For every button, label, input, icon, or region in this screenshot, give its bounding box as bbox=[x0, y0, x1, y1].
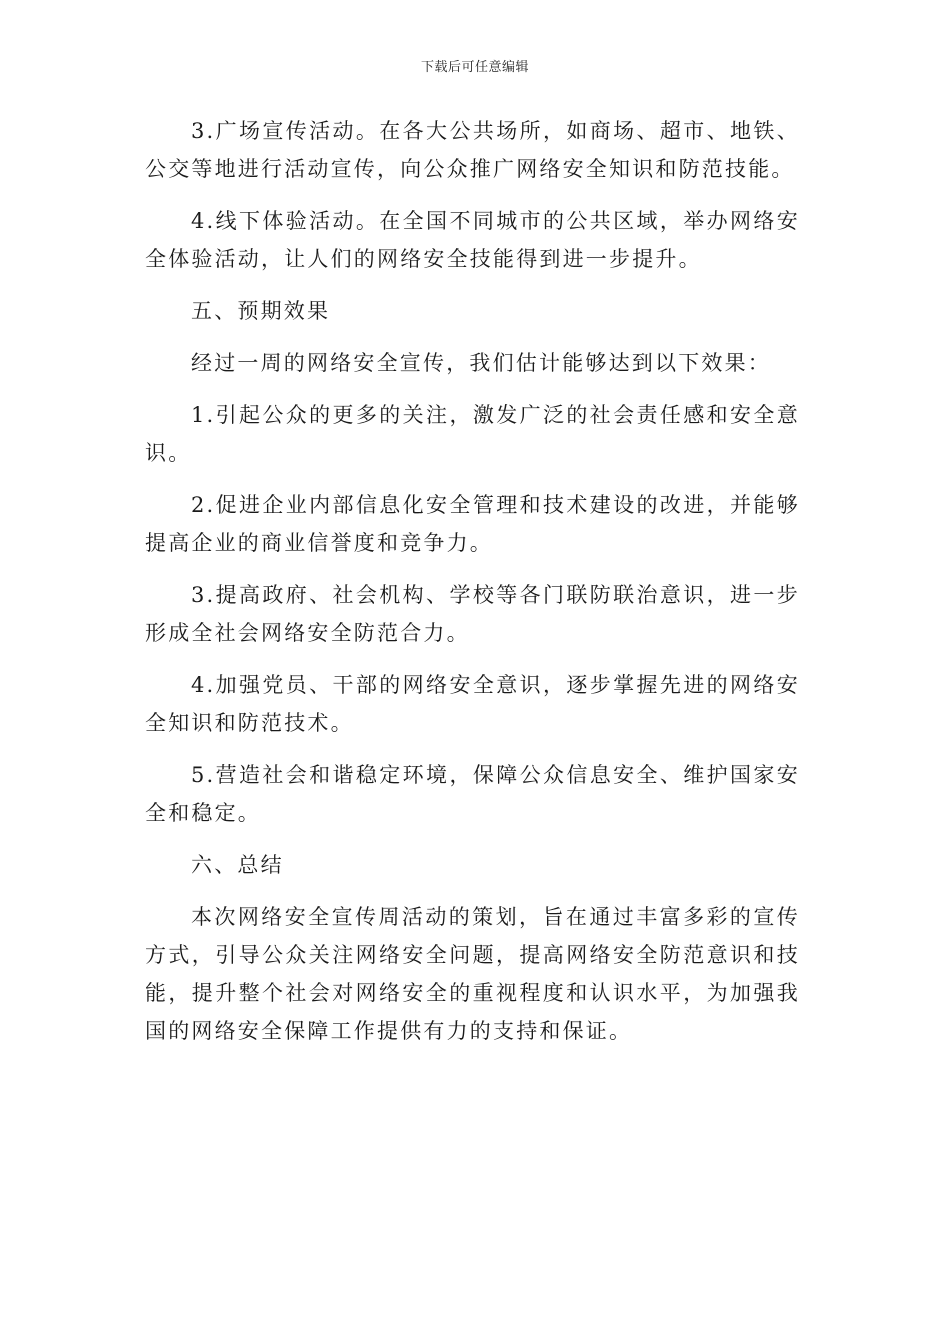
paragraph-effects-intro: 经过一周的网络安全宣传，我们估计能够达到以下效果： bbox=[191, 351, 771, 375]
paragraph-effect-1: 1.引起公众的更多的关注，激发广泛的社会责任感和安全意识。 bbox=[145, 403, 800, 465]
paragraph-effect-5: 5.营造社会和谐稳定环境，保障公众信息安全、维护国家安全和稳定。 bbox=[145, 763, 800, 825]
section-heading-expected-effects: 五、预期效果 bbox=[191, 299, 331, 323]
document-body bbox=[145, 112, 800, 1064]
paragraph-effect-4: 4.加强党员、干部的网络安全意识，逐步掌握先进的网络安全知识和防范技术。 bbox=[145, 673, 800, 735]
paragraph-summary: 本次网络安全宣传周活动的策划，旨在通过丰富多彩的宣传方式，引导公众关注网络安全问题，提高网络安全防范意识和技能，提升整个社会对网络安全的重视程度和认识水平，为加强我国的网络安全保障工作提供有力的支持和保证。 bbox=[145, 905, 800, 1043]
paragraph-effect-3: 3.提高政府、社会机构、学校等各门联防联治意识，进一步形成全社会网络安全防范合力。 bbox=[145, 583, 800, 645]
paragraph-effect-2: 2.促进企业内部信息化安全管理和技术建设的改进，并能够提高企业的商业信誉度和竞争力。 bbox=[145, 493, 800, 555]
paragraph-offline-experience: 4.线下体验活动。在全国不同城市的公共区域，举办网络安全体验活动，让人们的网络安全技能得到进一步提升。 bbox=[145, 209, 800, 271]
paragraph-square-promotion: 3.广场宣传活动。在各大公共场所，如商场、超市、地铁、公交等地进行活动宣传，向公众推广网络安全知识和防范技能。 bbox=[145, 119, 800, 181]
section-heading-summary: 六、总结 bbox=[191, 853, 284, 877]
page-header: 下载后可任意编辑 bbox=[420, 60, 529, 75]
